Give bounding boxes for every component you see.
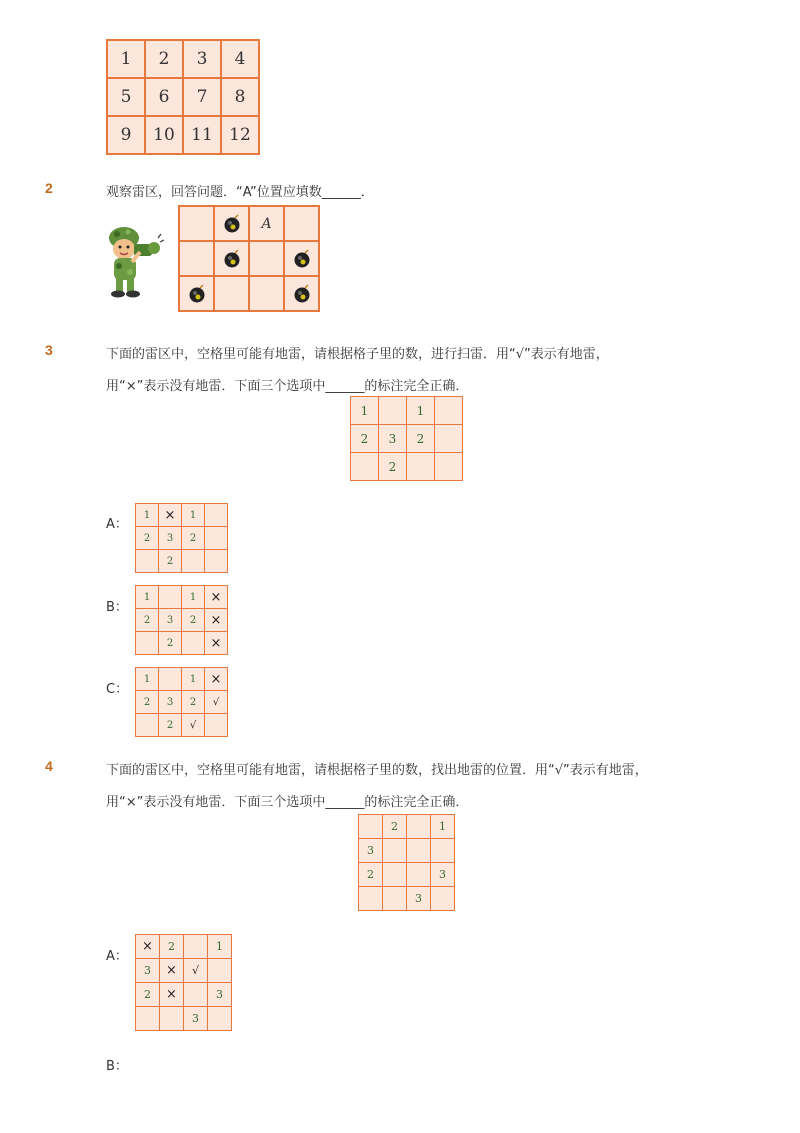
grid-cell: 8	[221, 78, 259, 116]
grid-cell	[179, 241, 214, 276]
q2-number: 2	[45, 180, 53, 196]
grid-cell: 1	[136, 504, 159, 527]
grid-cell	[214, 241, 249, 276]
grid-row	[351, 453, 463, 481]
q4-text-line2: 用“×”表示没有地雷．下面三个选项中______的标注完全正确．	[106, 795, 469, 810]
grid-cell: 4	[221, 40, 259, 78]
grid-cell	[407, 815, 431, 839]
q4-option-a-grid[interactable]	[135, 934, 232, 1031]
grid-cell: 3	[159, 691, 182, 714]
grid-cell	[435, 425, 463, 453]
grid-cell	[359, 887, 383, 911]
grid-cell	[284, 241, 319, 276]
grid-row	[136, 1007, 232, 1031]
grid-cell: 1	[182, 668, 205, 691]
q3-option-b-grid[interactable]	[135, 585, 228, 655]
grid-cell: ×	[159, 504, 182, 527]
soldier-icon	[104, 222, 164, 300]
grid-row	[136, 527, 228, 550]
q3-minefield-grid	[350, 396, 463, 481]
q3-text-line2: 用“×”表示没有地雷．下面三个选项中______的标注完全正确．	[106, 379, 469, 394]
grid-cell	[284, 206, 319, 241]
grid-cell: 3	[379, 425, 407, 453]
grid-cell	[159, 586, 182, 609]
grid-cell	[160, 1007, 184, 1031]
grid-row	[179, 276, 319, 311]
grid-row	[351, 397, 463, 425]
grid-cell: 2	[159, 632, 182, 655]
grid-cell: 1	[407, 397, 435, 425]
grid-cell	[184, 935, 208, 959]
grid-cell: 3	[431, 863, 455, 887]
grid-cell	[205, 527, 228, 550]
grid-row	[179, 241, 319, 276]
grid-cell: ×	[160, 983, 184, 1007]
grid-cell: 2	[145, 40, 183, 78]
q1-number-grid	[106, 39, 260, 155]
grid-cell	[136, 1007, 160, 1031]
grid-cell: 3	[407, 887, 431, 911]
grid-row	[351, 425, 463, 453]
q4-number: 4	[45, 758, 53, 774]
grid-row	[136, 959, 232, 983]
grid-cell	[431, 839, 455, 863]
grid-cell: 2	[379, 453, 407, 481]
grid-cell	[431, 887, 455, 911]
q3-text-line1: 下面的雷区中，空格里可能有地雷，请根据格子里的数，进行扫雷．用“√”表示有地雷，	[106, 347, 609, 362]
grid-cell: √	[184, 959, 208, 983]
grid-cell: 2	[182, 609, 205, 632]
grid-cell: 11	[183, 116, 221, 154]
grid-cell: 2	[136, 527, 159, 550]
grid-row	[136, 609, 228, 632]
grid-cell	[208, 959, 232, 983]
grid-cell	[379, 397, 407, 425]
grid-row	[359, 815, 455, 839]
grid-row	[136, 714, 228, 737]
grid-row	[136, 504, 228, 527]
grid-cell: 1	[182, 504, 205, 527]
grid-row	[136, 983, 232, 1007]
grid-cell	[205, 714, 228, 737]
grid-cell: 1	[431, 815, 455, 839]
bomb-icon	[292, 284, 312, 304]
q3-option-b-label[interactable]: B：	[106, 600, 128, 615]
grid-cell	[407, 453, 435, 481]
grid-cell: 3	[136, 959, 160, 983]
grid-cell: 2	[136, 609, 159, 632]
bomb-icon	[187, 284, 207, 304]
grid-cell: 12	[221, 116, 259, 154]
q2-minefield-grid	[178, 205, 320, 312]
grid-cell	[435, 453, 463, 481]
grid-row	[359, 863, 455, 887]
grid-cell	[179, 206, 214, 241]
grid-row	[359, 887, 455, 911]
grid-cell: ×	[205, 632, 228, 655]
bomb-icon	[292, 249, 312, 269]
grid-cell	[208, 1007, 232, 1031]
grid-cell: 2	[182, 527, 205, 550]
bomb-icon	[222, 214, 242, 234]
grid-row	[107, 78, 259, 116]
grid-row	[136, 550, 228, 573]
grid-cell	[136, 714, 159, 737]
grid-cell	[136, 632, 159, 655]
grid-row	[179, 206, 319, 241]
grid-cell: 1	[351, 397, 379, 425]
grid-cell: 9	[107, 116, 145, 154]
grid-cell: 2	[136, 691, 159, 714]
grid-cell: 1	[136, 668, 159, 691]
q2-text: 观察雷区，回答问题．“A”位置应填数______．	[106, 185, 374, 200]
grid-cell: 3	[183, 40, 221, 78]
grid-cell	[136, 550, 159, 573]
grid-cell	[435, 397, 463, 425]
grid-cell	[205, 550, 228, 573]
grid-cell: 3	[208, 983, 232, 1007]
grid-cell: 10	[145, 116, 183, 154]
grid-cell: ×	[205, 668, 228, 691]
grid-cell: 1	[107, 40, 145, 78]
grid-row	[136, 632, 228, 655]
grid-cell: 2	[359, 863, 383, 887]
q3-option-a-grid[interactable]	[135, 503, 228, 573]
grid-row	[359, 839, 455, 863]
grid-cell: ×	[160, 959, 184, 983]
grid-cell	[383, 887, 407, 911]
grid-cell: 2	[351, 425, 379, 453]
grid-row	[107, 116, 259, 154]
a-label: A	[261, 215, 272, 232]
grid-cell: 5	[107, 78, 145, 116]
grid-cell: 2	[159, 550, 182, 573]
grid-cell: 6	[145, 78, 183, 116]
grid-cell	[249, 241, 284, 276]
grid-cell: 1	[208, 935, 232, 959]
grid-cell: 2	[160, 935, 184, 959]
q3-option-c-label[interactable]: C：	[106, 682, 129, 697]
grid-cell	[407, 839, 431, 863]
grid-cell: 1	[136, 586, 159, 609]
grid-row	[107, 40, 259, 78]
grid-row	[136, 668, 228, 691]
grid-cell: 3	[159, 609, 182, 632]
grid-cell	[159, 668, 182, 691]
grid-cell	[214, 206, 249, 241]
grid-cell: 3	[159, 527, 182, 550]
grid-cell	[249, 206, 284, 241]
bomb-icon	[222, 249, 242, 269]
grid-cell	[351, 453, 379, 481]
grid-cell	[182, 632, 205, 655]
q4-minefield-grid	[358, 814, 455, 911]
q3-option-a-label[interactable]: A：	[106, 517, 128, 532]
grid-cell	[284, 276, 319, 311]
grid-cell: 2	[383, 815, 407, 839]
grid-cell	[359, 815, 383, 839]
grid-cell: 2	[407, 425, 435, 453]
q4-option-b-label[interactable]: B：	[106, 1059, 128, 1074]
grid-cell: 2	[136, 983, 160, 1007]
grid-row	[136, 691, 228, 714]
grid-cell: ×	[205, 609, 228, 632]
grid-cell	[214, 276, 249, 311]
grid-cell	[383, 863, 407, 887]
grid-cell: 2	[159, 714, 182, 737]
grid-cell: 3	[184, 1007, 208, 1031]
q4-option-a-label[interactable]: A：	[106, 949, 128, 964]
grid-cell	[383, 839, 407, 863]
grid-cell: 7	[183, 78, 221, 116]
grid-cell: √	[182, 714, 205, 737]
grid-cell: √	[205, 691, 228, 714]
grid-row	[136, 586, 228, 609]
grid-cell	[182, 550, 205, 573]
q3-option-c-grid[interactable]	[135, 667, 228, 737]
grid-cell	[407, 863, 431, 887]
grid-cell: 1	[182, 586, 205, 609]
grid-cell	[249, 276, 284, 311]
grid-cell: 3	[359, 839, 383, 863]
grid-cell: 2	[182, 691, 205, 714]
q4-text-line1: 下面的雷区中，空格里可能有地雷，请根据格子里的数，找出地雷的位置．用“√”表示有地雷，	[106, 763, 648, 778]
grid-cell	[205, 504, 228, 527]
q3-number: 3	[45, 342, 53, 358]
grid-cell	[184, 983, 208, 1007]
grid-cell	[179, 276, 214, 311]
grid-row	[136, 935, 232, 959]
grid-cell: ×	[136, 935, 160, 959]
grid-cell: ×	[205, 586, 228, 609]
